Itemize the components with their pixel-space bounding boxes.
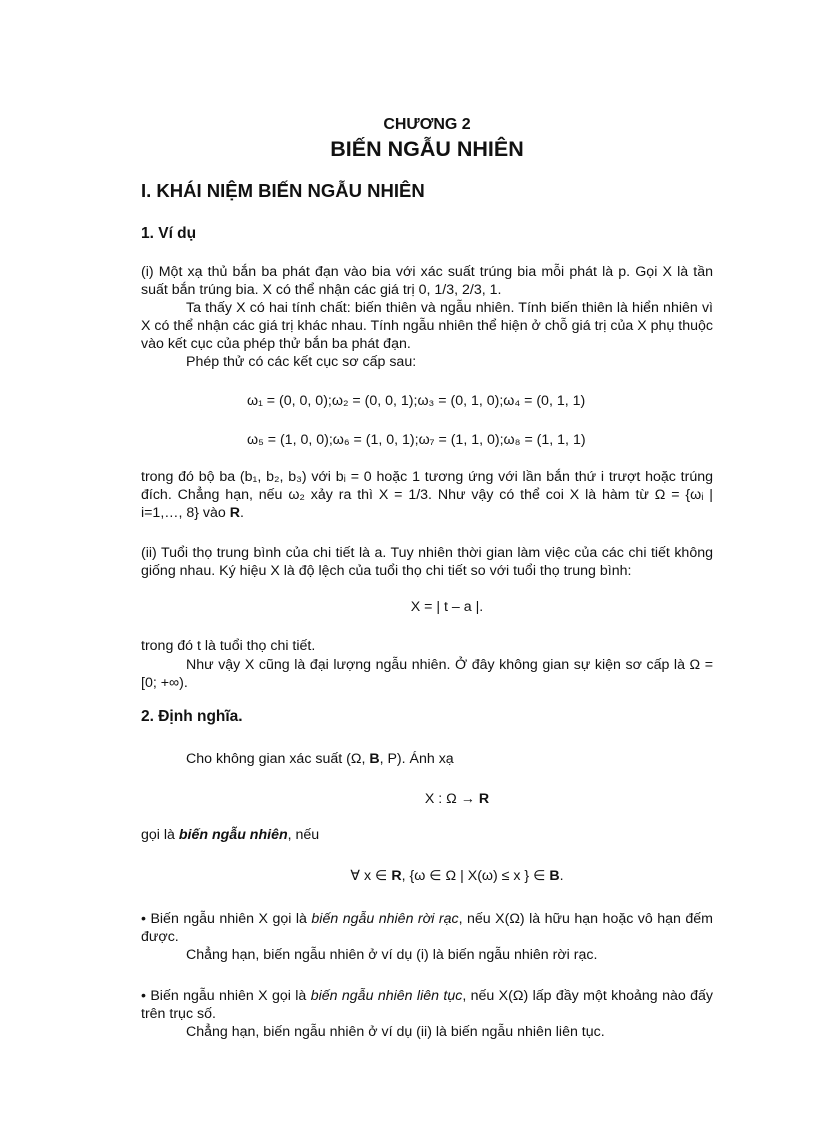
measurability-condition: ∀ x ∈ R, {ω ∈ Ω | X(ω) ≤ x } ∈ B. [350,868,564,884]
subsection-heading-definition: 2. Định nghĩa. [141,708,243,725]
example-ii-lifetime-note: trong đó t là tuổi thọ chi tiết. [141,638,316,654]
continuous-example-note: Chẳng hạn, biến ngẫu nhiên ở ví dụ (ii) là biến ngẫu nhiên liên tục. [186,1024,605,1040]
outcomes-formula-2: ω₅ = (1, 0, 0);ω₆ = (1, 0, 1);ω₇ = (1, 1, 0);ω₈ = (1, 1, 1) [247,432,586,448]
chapter-label: CHƯƠNG 2 [383,116,471,133]
mapping-formula: X : Ω → R [424,791,490,807]
definition-statement: gọi là biến ngẫu nhiên, nếu [141,827,320,843]
example-i-explanation: trong đó bộ ba (b₁, b₂, b₃) với bᵢ = 0 hoặc 1 tương ứng với lần bắn thứ i trượt hoặc trúng đích. Chẳng hạn, nếu ω₂ xảy ra thì X = 1/3. Như vậy có thể coi X là hàm từ Ω = {ωᵢ | i=1,…, 8} vào R. [141,469,713,521]
definition-intro: Cho không gian xác suất (Ω, B, P). Ánh xạ [186,751,454,767]
section-heading: I. KHÁI NIỆM BIẾN NGẪU NHIÊN [141,180,425,201]
discrete-example-note: Chẳng hạn, biến ngẫu nhiên ở ví dụ (i) là biến ngẫu nhiên rời rạc. [186,947,598,963]
chapter-title: BIẾN NGẪU NHIÊN [330,137,524,161]
discrete-definition: • Biến ngẫu nhiên X gọi là biến ngẫu nhiên rời rạc, nếu X(Ω) là hữu hạn hoặc vô hạn đếm được. [141,911,713,945]
example-i-outcomes-intro: Phép thử có các kết cục sơ cấp sau: [186,354,417,370]
example-ii-formula: X = | t – a |. [410,599,484,615]
subsection-heading-example: 1. Ví dụ [141,225,197,242]
example-i-paragraph: (i) Một xạ thủ bắn ba phát đạn vào bia với xác suất trúng bia mỗi phát là p. Gọi X là tần suất bắn trúng bia. X có thể nhận các giá trị 0, 1/3, 2/3, 1. [141,264,713,298]
example-i-properties-paragraph: Ta thấy X có hai tính chất: biến thiên và ngẫu nhiên. Tính biến thiên là hiển nhiên vì X có thể nhận các giá trị khác nhau. Tính ngẫu nhiên thể hiện ở chỗ giá trị của X phụ thuộc vào kết cục của phép thử bắn ba phát đạn. [141,300,713,352]
example-ii-conclusion: Như vậy X cũng là đại lượng ngẫu nhiên. Ở đây không gian sự kiện sơ cấp là Ω = [0; +∞). [141,657,713,691]
example-ii-paragraph: (ii) Tuổi thọ trung bình của chi tiết là a. Tuy nhiên thời gian làm việc của các chi tiết không giống nhau. Ký hiệu X là độ lệch của tuổi thọ chi tiết so với tuổi thọ trung bình: [141,545,713,579]
outcomes-formula-1: ω₁ = (0, 0, 0);ω₂ = (0, 0, 1);ω₃ = (0, 1, 0);ω₄ = (0, 1, 1) [247,393,586,409]
continuous-definition: • Biến ngẫu nhiên X gọi là biến ngẫu nhiên liên tục, nếu X(Ω) lấp đầy một khoảng nào đấy trên trục số. [141,988,713,1022]
